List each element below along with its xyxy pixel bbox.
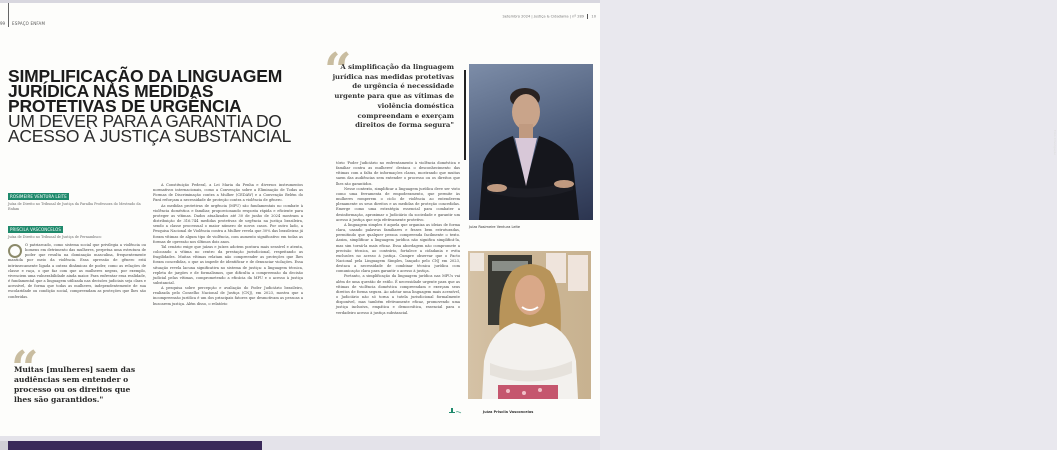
title-line: JURÍDICA NAS MEDIDAS <box>8 81 214 101</box>
text-column-2 <box>153 183 303 307</box>
title-line: PROTETIVAS DE URGÊNCIA <box>8 96 242 116</box>
quote-divider <box>464 70 466 160</box>
pull-quote-left <box>11 341 139 405</box>
paragraph: A Constituição Federal, a Lei Maria da Penha e diversos instrumentos normativos internacionais, como a Convenção sobre a Eliminação de Todas as Formas de Discriminação contra a Mulher (CEDAW) e a Convenção Belém do Pará reforçam a necessidade de proteção contra a violência de gênero. <box>153 183 303 203</box>
paragraph: O patriarcado, como sistema social que privilegia a violência ou homens em detrimento das mulheres, perpetua uma estrutura de poder que resulta na dominação masculina, frequentemente mantida por meio da violência. Essa opressão de gênero está intrinsecamente ligada a outras dinâmicas de poder, como as relações de classe e raça, o que faz com que as mulheres negras, por exemplo, vivenciem uma vulnerabilidade ainda maior. Para enfrentar essa realidade, é fundamental que a linguagem utilizada nas decisões judiciais seja clara e acessível, de forma que todas as mulheres, independentemente de sua escolaridade ou condição social, compreendam as proteções que lhes são conferidas. <box>8 243 146 299</box>
pull-quote-text: A simplificação da linguagem jurídica nas medidas protetivas de urgência é necessidade urgente para que as vítimas de violência doméstica compreendam e exerçam direitos de forma segura" <box>332 63 454 130</box>
paragraph: tório 'Poder Judiciário no enfrentamento à violência doméstica e familiar contra as mulheres' destaca o desconhecimento das vítimas com a falta de informações claras, mostrando que muitas saem das audiências sem entender o processo ou os direitos que lhes são garantidos. <box>336 161 460 186</box>
portrait-icon <box>469 64 593 220</box>
portrait-icon <box>468 251 591 399</box>
paragraph: Portanto, a simplificação da linguagem jurídica nas MPUs vai além de uma questão de estilo. É necessidade urgente para que as vítimas de violência doméstica compreendam e exerçam seus direitos de forma segura. Ao adotar uma linguagem mais acessível, o Judiciário não só torna a tutela jurisdicional formalmente disponível, mas também efetivamente eficaz, promovendo uma justiça inclusiva, empática e democrática, essencial para o verdadeiro acesso à justiça substancial. <box>336 274 460 315</box>
quote-mark-icon: “ <box>11 341 39 397</box>
author-photo-rosimeire <box>469 64 1057 220</box>
photo-caption: Juíza Priscila Vasconcelos <box>483 410 534 414</box>
author-entry <box>8 183 143 211</box>
dropcap-o-icon <box>8 244 22 258</box>
header-divider <box>587 14 588 19</box>
author-role: Juíza de Direito no Tribunal de Justiça da Paraíba Professora do Mestrado da Enfam <box>8 202 141 211</box>
header-divider <box>8 3 9 27</box>
author-name-badge: ROSIMEIRE VENTURA LEITE <box>10 194 67 199</box>
article-title <box>8 66 308 146</box>
subtitle-line: ACESSO À JUSTIÇA SUBSTANCIAL <box>8 126 292 146</box>
paragraph: A pesquisa sobre percepção e avaliação do Poder Judiciário brasileiro, realizada pelo Conselho Nacional de Justiça (CNJ), em 2023, mostra que a incompreensão jurídica é um dos principais fatores que desmotivam as pessoas a buscarem justiça. Além disso, o relatório <box>153 286 303 306</box>
page-number: 99 <box>0 21 6 26</box>
pull-quote-text: Muitas [mulheres] saem das audiências sem entender o processo ou os direitos que lhes são garantidos." <box>14 365 136 404</box>
author-photo-priscila <box>468 251 591 399</box>
paragraph: Tal cenário exige que juízas e juízes adotem postura mais sensível e atenta, colocando a vítima no centro da prestação jurisdicional, respeitando as fragilidades. Muitas vítimas relatam não compreender as proteções que lhes foram concedidas, o que as impede de identificar e de denunciar violações. Essa situação revela lacuna significativa no sistema de justiça: a linguagem técnica, repleta de jargões e de formalismos, que dificulta a compreensão da decisão judicial pelas vítimas, comprometendo a eficácia da MPU e o acesso à justiça substancial. <box>153 244 303 285</box>
gavel-end-icon <box>448 408 462 414</box>
text-column-3 <box>336 161 460 316</box>
next-page-preview[interactable] <box>8 441 262 450</box>
author-name-badge: PRISCILA VASCONCELOS <box>10 227 61 233</box>
magazine-spread <box>0 3 1057 436</box>
author-list <box>8 183 143 245</box>
author-entry <box>8 216 143 240</box>
photo-caption: Juíza Rosimeire Ventura Leite <box>469 225 521 229</box>
subtitle-line: UM DEVER PARA A GARANTIA DO <box>8 111 282 131</box>
paragraph: A linguagem simples é aquela que organiza as ideias de forma clara, usando palavras familiares e frases bem estruturadas, permitindo que qualquer pessoa compreenda facilmente o texto. Assim, simplificar a linguagem jurídica não significa simplificá-la, mas sim torná-la mais eficaz. Essa abordagem não compromete a precisão técnica, ao contrário, fortalece a cidadania e evita exclusões no acesso à justiça. Cumpre observar que o Pacto Nacional pela Linguagem Simples, lançado pelo CNJ em 2023, destaca a necessidade de combinar técnica jurídica com comunicação clara para garantir o acesso à justiça. <box>336 222 460 274</box>
running-header-right <box>503 14 596 19</box>
issue-info: Setembro 2024 | Justiça & Cidadania | nº 289 <box>502 14 585 19</box>
page-thumbnail-edge <box>0 441 8 450</box>
paragraph: Nesse contexto, simplificar a linguagem jurídica deve ser visto como uma ferramenta de empoderamento, que permite às mulheres romperem o ciclo de violência ao entenderem plenamente os seus direitos e as medidas de proteção concedidas. Emerge como uma estratégia essencial para combater a desinformação, aproximar o Judiciário da sociedade e garantir um acesso à justiça que seja efetivamente protetivo. <box>336 186 460 222</box>
title-line: SIMPLIFICAÇÃO DA LINGUAGEM <box>8 66 283 86</box>
author-role: Juíza de Direito no Tribunal de Justiça de Pernambuco <box>8 235 102 240</box>
right-page-number: 10 <box>591 14 596 19</box>
paragraph: As medidas protetivas de urgência (MPU) são fundamentais no combate à violência doméstica e familiar, proporcionando resposta rápida e eficiente para proteger as vítimas. Dados atualizados até 30 de junho de 2024 mostram a distribuição de 316.744 medidas protetivas de urgência na justiça brasileira, sendo a classe processual o maior número de novos casos. Por outro lado, a Pesquisa Nacional de Violência contra a Mulher revela que 30% das brasileiras já foram vítimas de algum tipo de violência, com aumento significativo em todas as formas de opressão nos últimos dois anos. <box>153 203 303 244</box>
quote-mark-icon: “ <box>324 43 352 99</box>
text-column-1 <box>8 243 146 300</box>
photo-credit: Foto: Divulgação <box>1053 130 1057 156</box>
section-label: ESPAÇO ENFAM <box>12 21 46 26</box>
pull-quote-right <box>324 43 454 131</box>
viewer-bottom-bar <box>0 436 600 450</box>
